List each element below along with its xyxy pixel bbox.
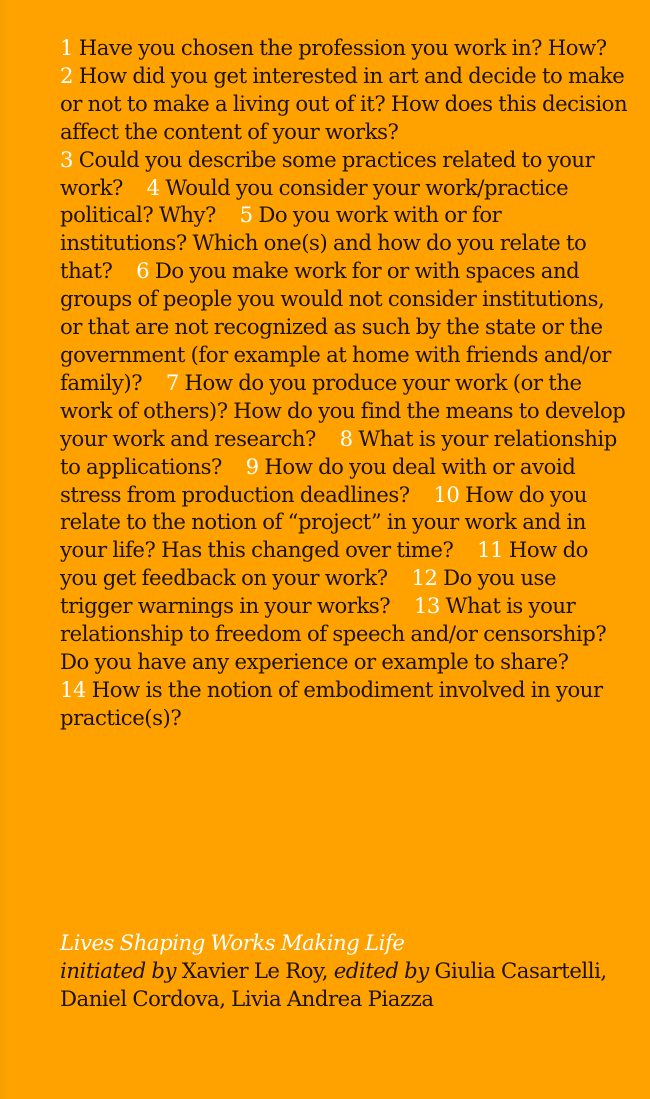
question-number: 12	[411, 565, 438, 591]
question-number: 14	[60, 676, 87, 702]
question-item	[60, 63, 627, 144]
edited-label: edited by	[333, 957, 429, 983]
question-text: Have you chosen the profession you work in? How?	[78, 35, 607, 60]
question-text: What is your relationship to freedom of speech and/or censorship? Do you have any experience or example to share?	[60, 593, 607, 674]
question-text: Would you consider your work/practice political? Why?	[60, 174, 569, 228]
question-number: 3	[60, 146, 74, 172]
question-number: 2	[60, 62, 74, 88]
question-item	[60, 35, 607, 60]
book-credits	[60, 929, 640, 1013]
editor-names: Giulia Casartelli, Daniel Cordova, Livia Andrea Piazza	[60, 957, 607, 1011]
question-text: How do you produce your work (or the work of others)? How do you find the means to develop your work and research?	[60, 369, 626, 451]
spine-edge	[0, 0, 30, 1099]
question-text: Do you work with or for institutions? Which one(s) and how do you relate to that?	[60, 202, 587, 284]
question-number: 4	[146, 174, 160, 200]
question-number: 10	[433, 481, 460, 507]
question-item	[60, 677, 603, 730]
question-number: 8	[339, 425, 353, 451]
question-number: 5	[239, 202, 253, 228]
question-text: How do you get feedback on your work?	[60, 537, 588, 591]
question-text: Do you make work for or with spaces and groups of people you would not consider institutions, or that are not recognized as such by the state or the government (for example at home with friends and/or family)?	[60, 258, 611, 395]
question-number: 13	[413, 593, 440, 619]
question-text: How do you relate to the notion of “project” in your work and in your life? Has this changed over time?	[60, 481, 587, 563]
question-text: How did you get interested in art and decide to make or not to make a living out of it? How does this decision affect the content of your works?	[60, 62, 628, 144]
question-text: How is the notion of embodiment involved in your practice(s)?	[60, 676, 603, 730]
question-number: 7	[165, 369, 179, 395]
book-title: Lives Shaping Works Making Life	[60, 930, 405, 955]
question-number: 1	[60, 35, 74, 60]
initiator-name: Xavier Le Roy,	[181, 957, 329, 983]
question-number: 9	[245, 453, 259, 479]
question-text: Could you describe some practices related to your work?	[60, 146, 595, 200]
initiated-label: initiated by	[60, 957, 177, 983]
question-text: How do you deal with or avoid stress from production deadlines?	[60, 453, 576, 507]
questions-list	[60, 34, 630, 732]
question-text: Do you use trigger warnings in your works?	[60, 565, 557, 619]
question-number: 11	[477, 537, 504, 563]
question-text: What is your relationship to applications?	[60, 425, 617, 479]
question-number: 6	[136, 258, 150, 284]
